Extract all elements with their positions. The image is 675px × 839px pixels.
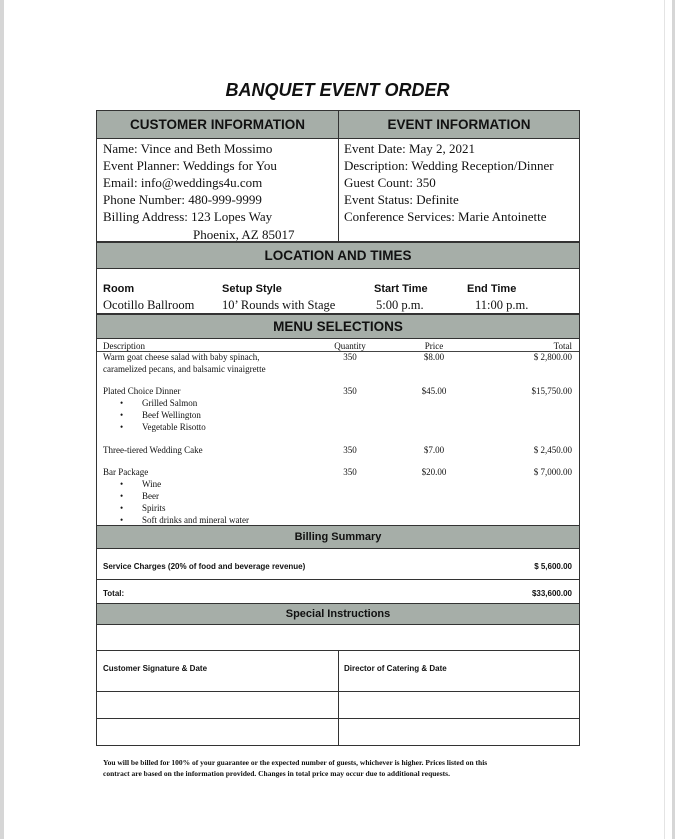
total-value: $33,600.00 (531, 589, 572, 598)
menu-col-description: Description (103, 341, 145, 351)
customer-signature-label: Customer Signature & Date (103, 664, 208, 673)
footer-note-line2: contract are based on the information provided. Changes in total price may occur due to additional requests. (103, 769, 450, 778)
bullet-icon: • (120, 491, 124, 501)
billing-address-city: Phoenix, AZ 85017 (193, 227, 295, 242)
menu-sub-item: Spirits (142, 503, 166, 513)
menu-item-price: $45.00 (421, 386, 447, 396)
menu-item-desc: caramelized pecans, and balsamic vinaigrette (103, 364, 266, 374)
customer-signature-field[interactable] (96, 691, 339, 719)
menu-sub-item: Soft drinks and mineral water (142, 515, 249, 525)
page-edge-line (664, 0, 665, 839)
total-label: Total: (103, 589, 125, 598)
menu-item-price: $20.00 (421, 467, 447, 477)
service-charges-label: Service Charges (20% of food and beverage revenue) (103, 562, 306, 571)
bullet-icon: • (120, 479, 124, 489)
menu-item-price: $7.00 (423, 445, 445, 455)
setup-style-value: 10’ Rounds with Stage (222, 298, 336, 312)
menu-item-total: $ 7,000.00 (533, 467, 572, 477)
menu-item-qty: 350 (343, 445, 357, 455)
menu-selections-header: MENU SELECTIONS (96, 314, 580, 339)
location-times-header: LOCATION AND TIMES (96, 242, 580, 269)
customer-email: Email: info@weddings4u.com (103, 175, 263, 190)
start-time-value: 5:00 p.m. (376, 298, 424, 312)
menu-sub-item: Grilled Salmon (142, 398, 198, 408)
director-signature-field[interactable] (338, 691, 580, 719)
menu-sub-item: Vegetable Risotto (142, 422, 206, 432)
menu-item-desc: Plated Choice Dinner (103, 386, 181, 396)
event-info-header: EVENT INFORMATION (338, 110, 580, 139)
end-time-value: 11:00 p.m. (475, 298, 529, 312)
menu-item-desc: Bar Package (103, 467, 149, 477)
director-date-field[interactable] (338, 718, 580, 746)
bullet-icon: • (120, 410, 124, 420)
start-time-label: Start Time (374, 283, 428, 295)
menu-item-qty: 350 (343, 467, 357, 477)
bullet-icon: • (120, 515, 124, 525)
special-instructions-header: Special Instructions (96, 603, 580, 625)
event-description: Description: Wedding Reception/Dinner (344, 158, 554, 173)
menu-item-total: $15,750.00 (531, 386, 572, 396)
menu-item-total: $ 2,800.00 (533, 352, 572, 362)
menu-item-qty: 350 (343, 352, 357, 362)
page-edge-left (0, 0, 4, 839)
menu-sub-item: Wine (142, 479, 162, 489)
customer-date-field[interactable] (96, 718, 339, 746)
menu-item-price: $8.00 (423, 352, 445, 362)
menu-col-total: Total (553, 341, 572, 351)
customer-phone: Phone Number: 480-999-9999 (103, 192, 262, 207)
end-time-label: End Time (467, 283, 517, 295)
event-status: Event Status: Definite (344, 192, 459, 207)
menu-item-desc: Three-tiered Wedding Cake (103, 445, 203, 455)
room-label: Room (103, 283, 135, 295)
billing-address: Billing Address: 123 Lopes Way (103, 209, 273, 224)
event-date: Event Date: May 2, 2021 (344, 141, 476, 156)
guest-count: Guest Count: 350 (344, 175, 436, 190)
page-title: BANQUET EVENT ORDER (225, 80, 450, 100)
conference-services: Conference Services: Marie Antoinette (344, 209, 547, 224)
bullet-icon: • (120, 503, 124, 513)
customer-info-header: CUSTOMER INFORMATION (96, 110, 339, 139)
bullet-icon: • (120, 422, 124, 432)
special-instructions-field[interactable] (96, 624, 580, 651)
event-planner: Event Planner: Weddings for You (103, 158, 277, 173)
menu-item-desc: Warm goat cheese salad with baby spinach, (103, 352, 260, 362)
setup-style-label: Setup Style (222, 283, 282, 295)
menu-item-total: $ 2,450.00 (533, 445, 572, 455)
menu-col-price: Price (424, 341, 444, 351)
customer-name: Name: Vince and Beth Mossimo (103, 141, 273, 156)
menu-sub-item: Beef Wellington (142, 410, 201, 420)
menu-col-quantity: Quantity (334, 341, 366, 351)
service-charges-value: $ 5,600.00 (534, 562, 572, 571)
footer-note-line1: You will be billed for 100% of your guarantee or the expected number of guests, whichever is higher. Prices listed on this (103, 758, 488, 767)
director-signature-label: Director of Catering & Date (344, 664, 447, 673)
room-value: Ocotillo Ballroom (103, 298, 195, 312)
bullet-icon: • (120, 398, 124, 408)
menu-sub-item: Beer (142, 491, 159, 501)
menu-item-qty: 350 (343, 386, 357, 396)
billing-summary-header: Billing Summary (96, 525, 580, 549)
